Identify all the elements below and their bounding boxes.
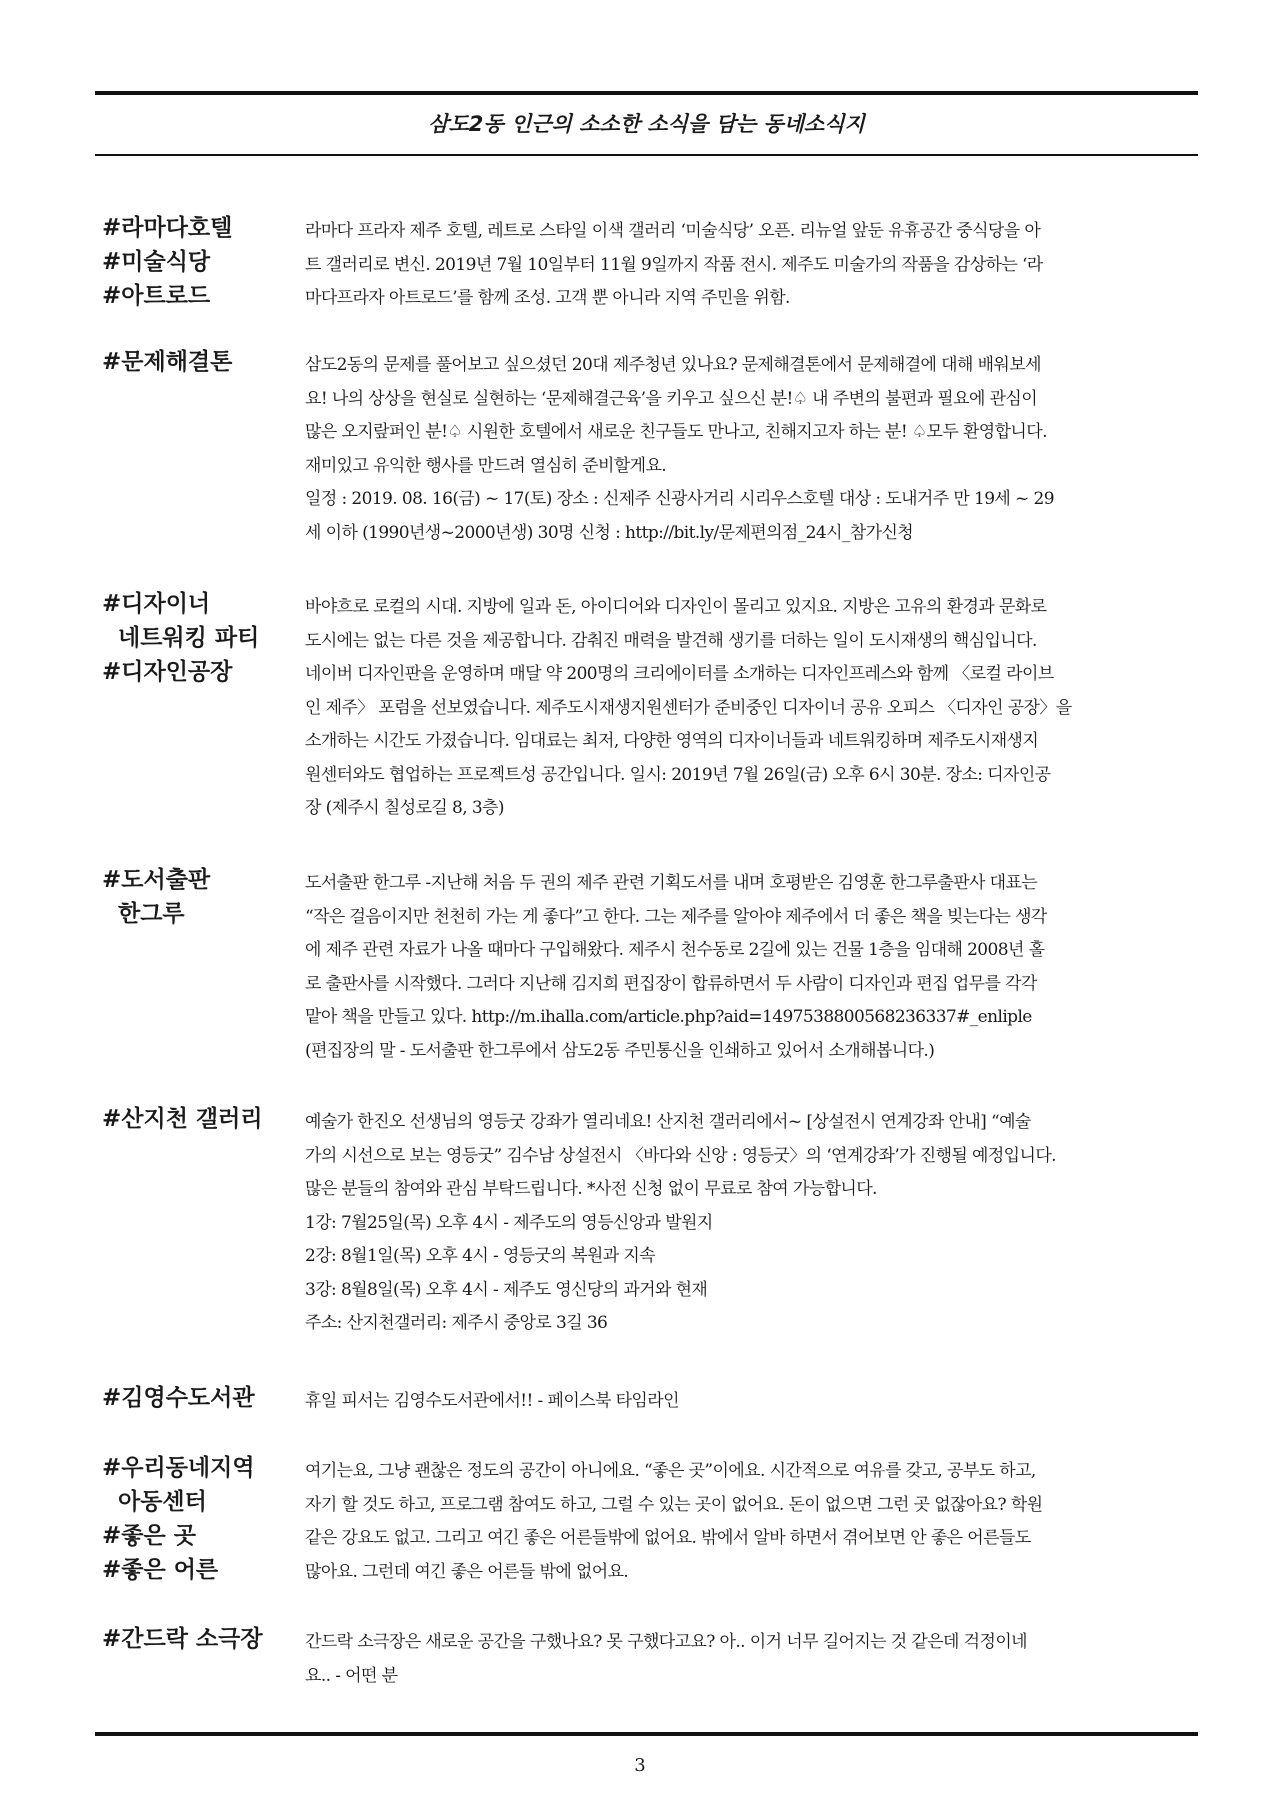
body-line: “작은 걸음이지만 천천히 가는 게 좋다”고 한다. 그는 제주를 알아야 제주에서 더 좋은 책을 빚는다는 생각 — [305, 906, 1047, 927]
hashtag: 네트워킹 파티 — [118, 625, 260, 651]
body-line: 많아요. 그런데 여긴 좋은 어른들 밖에 없어요. — [305, 1561, 629, 1582]
hashtag: #간드락 소극장 — [102, 1626, 263, 1652]
hashtag: #디자이너 — [102, 591, 211, 617]
hashtag: #산지천 갤러리 — [102, 1106, 263, 1132]
body-line: 주소: 산지천갤러리: 제주시 중앙로 3길 36 — [305, 1313, 608, 1333]
body-line: 같은 강요도 없고. 그리고 여긴 좋은 어른들밖에 없어요. 밖에서 알바 하면서 겪어보면 안 좋은 어른들도 — [305, 1528, 1031, 1548]
hashtag: #좋은 곳 — [102, 1523, 196, 1549]
body-line: 바야흐로 로컬의 시대. 지방에 일과 돈, 아이디어와 디자인이 몰리고 있지요. 지방은 고유의 환경과 문화로 — [305, 597, 1047, 617]
body-line: 예술가 한진오 선생님의 영등굿 강좌가 열리네요! 산지천 갤러리에서~ [상설전시 연계강좌 안내] “예술 — [305, 1112, 1031, 1132]
body-line: 간드락 소극장은 새로운 공간을 구했나요? 못 구했다고요? 아.. 이거 너무 길어지는 것 같은데 걱정이네 — [305, 1632, 1027, 1652]
body-line: 라마다 프라자 제주 호텔, 레트로 스타일 이색 갤러리 ‘미술식당’ 오픈. 리뉴얼 앞둔 유휴공간 중식당을 아 — [305, 221, 1041, 241]
body-line: 2강: 8월1일(목) 오후 4시 - 영등굿의 복원과 지속 — [305, 1246, 655, 1266]
hashtag: #아트로드 — [102, 283, 211, 309]
body-line: 요! 나의 상상을 현실로 실현하는 ‘문제해결근육’을 키우고 싶으신 분!♤ 내 주변의 불편과 필요에 관심이 — [305, 388, 1038, 409]
body-line: 1강: 7월25일(목) 오후 4시 - 제주도의 영등신앙과 발원지 — [305, 1212, 713, 1233]
body-line: (편집장의 말 - 도서출판 한그루에서 삼도2동 주민통신을 인쇄하고 있어서 소개해봅니다.) — [305, 1040, 935, 1061]
hashtag: #도서출판 — [102, 867, 211, 893]
news-body — [305, 591, 1200, 826]
body-line: 네이버 디자인판을 운영하며 매달 약 200명의 크리에이터를 소개하는 디자인프레스와 함께 〈로컬 라이브 — [305, 664, 1054, 684]
body-line: 인 제주〉 포럼을 선보였습니다. 제주도시재생지원센터가 준비중인 디자이너 공유 오피스 〈디자인 공장〉을 — [305, 697, 1072, 718]
news-body — [305, 1106, 1200, 1341]
body-line: 로 출판사를 시작했다. 그러다 지난해 김지희 편집장이 합류하면서 두 사람이 디자인과 편집 업무를 각각 — [305, 973, 1037, 994]
header-rule — [95, 154, 1198, 156]
body-line: 재미있고 유익한 행사를 만드려 열심히 준비할게요. — [305, 455, 667, 476]
hashtag: 한그루 — [118, 901, 185, 927]
hashtag: #디자인공장 — [102, 659, 233, 685]
hashtag: #문제해결톤 — [102, 349, 233, 375]
hashtag-list — [102, 1622, 292, 1656]
hashtag-list — [102, 211, 292, 313]
hashtag: #미술식당 — [102, 249, 211, 275]
body-line: 맡아 책을 만들고 있다. http://m.ihalla.com/article.php?aid=1497538800568236337#_enliple — [305, 1007, 1032, 1027]
hashtag-list — [102, 863, 292, 931]
body-line: 도시에는 없는 다른 것을 제공합니다. 감춰진 매력을 발견해 생기를 더하는 일이 도시재생의 핵심입니다. — [305, 630, 1037, 651]
news-body — [305, 349, 1200, 550]
body-line: 많은 오지랖퍼인 분!♤ 시원한 호텔에서 새로운 친구들도 만나고, 친해지고자 하는 분! ♤모두 환영합니다. — [305, 422, 1047, 442]
hashtag-list — [102, 1451, 292, 1587]
body-line: 자기 할 것도 하고, 프로그램 참여도 하고, 그럴 수 있는 곳이 없어요. 돈이 없으면 그런 곳 없잖아요? 학원 — [305, 1494, 1043, 1515]
news-body — [305, 1626, 1200, 1693]
body-line: 트 갤러리로 변신. 2019년 7월 10일부터 11월 9일까지 작품 전시. 제주도 미술가의 작품을 감상하는 ‘라 — [305, 254, 1043, 275]
top-rule — [95, 91, 1198, 95]
body-line: 세 이하 (1990년생~2000년생) 30명 신청 : http://bit.ly/문제편의점_24시_참가신청 — [305, 522, 914, 543]
body-line: 3강: 8월8일(목) 오후 4시 - 제주도 영신당의 과거와 현재 — [305, 1279, 708, 1300]
hashtag-list — [102, 345, 292, 379]
news-body — [305, 867, 1200, 1068]
body-line: 일정 : 2019. 08. 16(금) ~ 17(토) 장소 : 신제주 신광사거리 시리우스호텔 대상 : 도내거주 만 19세 ~ 29 — [305, 489, 1054, 509]
body-line: 휴일 피서는 김영수도서관에서!! - 페이스북 타임라인 — [305, 1391, 679, 1411]
hashtag-list — [102, 1381, 292, 1415]
body-line: 여기는요, 그냥 괜찮은 정도의 공간이 아니에요. “좋은 곳”이에요. 시간적으로 여유를 갖고, 공부도 하고, — [305, 1461, 1036, 1481]
page-number: 3 — [634, 1755, 646, 1776]
hashtag-list — [102, 587, 292, 689]
body-line: 요.. - 어떤 분 — [305, 1665, 398, 1686]
bottom-rule — [95, 1732, 1198, 1736]
news-body — [305, 215, 1200, 316]
body-line: 많은 분들의 참여와 관심 부탁드립니다. *사전 신청 없이 무료로 참여 가능합니다. — [305, 1179, 877, 1199]
body-line: 마다프라자 아트로드’를 함께 조성. 고객 뿐 아니라 지역 주민을 위함. — [305, 288, 790, 308]
masthead-title: 삼도2동 인근의 소소한 소식을 담는 동네소식지 — [428, 112, 865, 136]
hashtag: #라마다호텔 — [102, 215, 233, 241]
body-line: 도서출판 한그루 -지난해 처음 두 권의 제주 관련 기획도서를 내며 호평받은 김영훈 한그루출판사 대표는 — [305, 873, 1038, 893]
hashtag: #김영수도서관 — [102, 1385, 255, 1411]
body-line: 원센터와도 협업하는 프로젝트성 공간입니다. 일시: 2019년 7월 26일(금) 오후 6시 30분. 장소: 디자인공 — [305, 764, 1051, 785]
news-body — [305, 1455, 1200, 1589]
body-line: 에 제주 관련 자료가 나올 때마다 구입해왔다. 제주시 천수동로 2길에 있는 건물 1층을 임대해 2008년 홀 — [305, 940, 1045, 960]
hashtag: 아동센터 — [118, 1489, 207, 1515]
body-line: 장 (제주시 칠성로길 8, 3층) — [305, 798, 504, 818]
body-line: 소개하는 시간도 가졌습니다. 임대료는 최저, 다양한 영역의 디자이너들과 네트워킹하며 제주도시재생지 — [305, 731, 1039, 751]
hashtag: #좋은 어른 — [102, 1557, 219, 1583]
hashtag: #우리동네지역 — [102, 1455, 255, 1481]
hashtag-list — [102, 1102, 292, 1136]
news-body — [305, 1385, 1200, 1419]
body-line: 삼도2동의 문제를 풀어보고 싶으셨던 20대 제주청년 있나요? 문제해결톤에서 문제해결에 대해 배워보세 — [305, 355, 1041, 375]
body-line: 가의 시선으로 보는 영등굿” 김수남 상설전시 〈바다와 신앙 : 영등굿〉의 ‘연계강좌’가 진행될 예정입니다. — [305, 1145, 1056, 1166]
